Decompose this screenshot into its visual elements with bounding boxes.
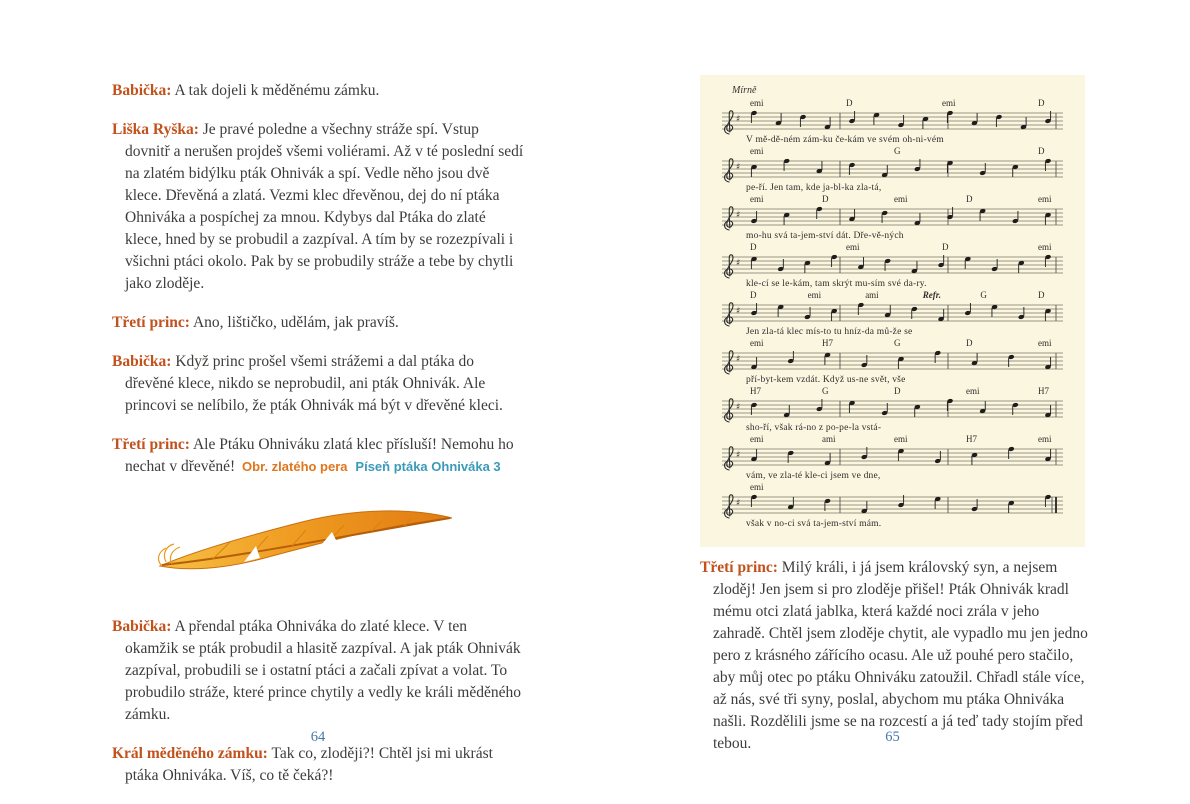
staff-lines-and-notes [720, 493, 1065, 519]
speaker-name: Třetí princ: [112, 436, 190, 453]
staff-system [720, 242, 1073, 290]
chord-label: G [894, 146, 901, 156]
chord-label: ami [822, 434, 836, 444]
speaker-name: Babička: [112, 82, 172, 99]
dialogue-paragraph [112, 434, 524, 478]
sharp-key-signature: ♯ [736, 162, 741, 173]
staff-system [720, 386, 1073, 434]
chord-label: H7 [750, 386, 761, 396]
chord-row [720, 338, 1073, 349]
music-score [700, 75, 1085, 547]
dialogue-text: Když princ prošel všemi strážemi a dal ptáka do dřevěné klece, nikdo se neprobudil, ani pták Ohnivák. Ale princovi se nelíbilo, že pták Ohnivák má být v dřevěné kleci. [125, 353, 503, 414]
chord-label: H7 [966, 434, 977, 444]
sharp-key-signature: ♯ [736, 498, 741, 509]
lyrics-line: pe-ří. Jen tam, kde ja-bl-ka zla-tá, [746, 183, 882, 193]
score-inner [700, 75, 1085, 536]
chord-label: G [980, 290, 987, 300]
sharp-key-signature: ♯ [736, 114, 741, 125]
chord-row [720, 434, 1073, 445]
chord-row [720, 482, 1073, 493]
chord-label: D [966, 194, 973, 204]
chord-row [720, 386, 1073, 397]
chord-label: emi [846, 242, 860, 252]
dialogue-paragraph [112, 312, 524, 334]
staff-lines-and-notes [720, 445, 1065, 471]
chord-label: emi [750, 194, 764, 204]
staff-system [720, 146, 1073, 194]
treble-clef-icon [725, 159, 733, 182]
chord-label: H7 [822, 338, 833, 348]
sharp-key-signature: ♯ [736, 354, 741, 365]
staff-lines-and-notes [720, 301, 1065, 327]
staff-lines-and-notes [720, 205, 1065, 231]
chord-label: D [1038, 98, 1045, 108]
chord-label: emi [750, 146, 764, 156]
feather-svg [152, 496, 462, 584]
staff-system [720, 482, 1073, 530]
treble-clef-icon [725, 351, 733, 374]
chord-row [720, 242, 1073, 253]
chord-label: G [894, 338, 901, 348]
dialogue-paragraph [112, 743, 524, 787]
sharp-key-signature: ♯ [736, 210, 741, 221]
staff-lines-and-notes [720, 109, 1065, 135]
speaker-name: Liška Ryška: [112, 121, 199, 138]
dialogue-paragraph [112, 616, 524, 726]
speaker-name: Babička: [112, 618, 172, 635]
chord-row [720, 146, 1073, 157]
golden-feather-illustration [152, 496, 524, 589]
treble-clef-icon [725, 447, 733, 470]
dialogue-paragraph [112, 351, 524, 417]
chord-label: D [846, 98, 853, 108]
chord-label: emi [894, 434, 908, 444]
song-reference: Píseň ptáka Ohniváka 3 [355, 459, 501, 474]
score-systems [720, 98, 1073, 530]
chord-label: emi [1038, 338, 1052, 348]
treble-clef-icon [725, 111, 733, 134]
chord-label: emi [1038, 242, 1052, 252]
chord-label: emi [750, 338, 764, 348]
chord-label: D [942, 242, 949, 252]
chord-label: D [750, 290, 757, 300]
dialogue-text: Tak co, zloději?! Chtěl jsi mi ukrást ptáka Ohniváka. Víš, co tě čeká?! [125, 745, 493, 784]
lyrics-line: vám, ve zla-té kle-ci jsem ve dne, [746, 471, 881, 481]
chord-label: emi [807, 290, 822, 300]
treble-clef-icon [725, 207, 733, 230]
staff-system [720, 434, 1073, 482]
lyrics-line: sho-ří, však rá-no z po-pe-la vstá- [746, 423, 882, 433]
dialogue-text: Je pravé poledne a všechny stráže spí. Vstup dovnitř a nerušen projdeš všemi voliérami. Až v té poslední sedí na zlatém bidýlku pták Ohnivák a spí. Vedle něho jsou dvě klece. Dřevěná a zlatá. Vezmi klec dřevěnou, dej do ní ptáka Ohniváka a pospíchej za mnou. Kdybys dal Ptáka do zlaté klece, hned by se probudil a zazpíval. A tím by se rozezpívali i všichni ptáci okolo. Pak by se probudily stráže a tebe by chytli jako zloděje. [125, 121, 524, 292]
dialogue-paragraph [112, 119, 524, 295]
lyrics-line: pří-byt-kem vzdát. Když us-ne svět, vše [746, 375, 906, 385]
chord-label: D [966, 338, 973, 348]
dialogue-text: Ale Ptáku Ohniváku zlatá klec přísluší! Nemohu ho nechat v dřevěné! [125, 436, 514, 475]
lyrics-line: mo-hu svá ta-jem-ství dát. Dře-vě-ných [746, 231, 904, 241]
chord-label: G [822, 386, 829, 396]
chord-label: emi [966, 386, 980, 396]
staff-system [720, 338, 1073, 386]
staff-system [720, 194, 1073, 242]
sharp-key-signature: ♯ [736, 450, 741, 461]
speaker-name: Babička: [112, 353, 172, 370]
sharp-key-signature: ♯ [736, 258, 741, 269]
chord-label: D [1038, 146, 1045, 156]
speaker-name: Třetí princ: [700, 559, 778, 576]
chord-label: D [750, 242, 757, 252]
dialogue-text: A tak dojeli k měděnému zámku. [174, 82, 380, 99]
treble-clef-icon [725, 495, 733, 518]
treble-clef-icon [725, 255, 733, 278]
treble-clef-icon [725, 399, 733, 422]
chord-label: emi [894, 194, 908, 204]
staff-lines-and-notes [720, 349, 1065, 375]
staff-system [720, 290, 1073, 338]
speaker-name: Třetí princ: [112, 314, 190, 331]
chord-label: H7 [1038, 386, 1049, 396]
chord-label: D [1038, 290, 1045, 300]
staff-lines-and-notes [720, 397, 1065, 423]
tempo-marking: Mírně [732, 85, 757, 96]
dialogue-text: A přendal ptáka Ohniváka do zlaté klece. V ten okamžik se pták probudil a hlasitě zazpíval. A jak pták Ohnivák zazpíval, probudili se i ostatní ptáci a začali zpívat a volat. To probudilo stráže, které prince chytily a vedly ke králi měděného zámku. [125, 618, 521, 723]
staff-lines-and-notes [720, 157, 1065, 183]
lyrics-line: kle-cí se le-kám, tam skrýt mu-sím své da-ry. [746, 279, 927, 289]
sharp-key-signature: ♯ [736, 402, 741, 413]
staff-lines-and-notes [720, 253, 1065, 279]
chord-label: emi [750, 482, 764, 492]
lyrics-line: Jen zla-tá klec mís-to tu hníz-da mů-že se [746, 327, 913, 337]
chord-label: ami [865, 290, 879, 300]
page-number-left: 64 [310, 729, 326, 745]
page-number-right: 65 [885, 729, 900, 745]
dialogue-paragraph [700, 557, 1090, 755]
chord-label: D [822, 194, 829, 204]
lyrics-line: V mě-dě-ném zám-ku če-kám ve svém oh-ni-vém [746, 135, 944, 145]
chord-label: emi [750, 434, 764, 444]
lyrics-line: však v no-ci svá ta-jem-ství mám. [746, 519, 882, 529]
chord-label: emi [942, 98, 956, 108]
treble-clef-icon [725, 303, 733, 326]
chord-label: emi [1038, 434, 1052, 444]
chord-row [720, 194, 1073, 205]
speaker-name: Král měděného zámku: [112, 745, 268, 762]
chord-label: emi [750, 98, 764, 108]
chord-label: Refr. [922, 290, 942, 300]
chord-label: emi [1038, 194, 1052, 204]
left-page [112, 80, 524, 804]
chord-row [720, 98, 1073, 109]
staff-system [720, 98, 1073, 146]
dialogue-text: Ano, lištičko, udělám, jak pravíš. [192, 314, 399, 331]
dialogue-text: Milý králi, i já jsem královský syn, a nejsem zloděj! Jen jsem si pro zloděje přišel! Pták Ohnivák kradl mému otci zlatá jablka, která každé noci zrála v jeho zahradě. Chtěl jsem zloděje chytit, ale vypadlo mu jen jedno pero z krásného zářícího ocasu. Ale už pouhé pero stačilo, aby můj otec po ptáku Ohniváku zatoužil. Chřadl stále více, až nás, své tři syny, poslal, abychom mu ptáka Ohniváka našli. Rozdělili jsme se na rozcestí a já teď tady stojím před tebou. [713, 559, 1088, 752]
dialogue-paragraph [112, 80, 524, 102]
chord-row [720, 290, 1073, 301]
sharp-key-signature: ♯ [736, 306, 741, 317]
figure-caption: Obr. zlatého pera [242, 459, 348, 474]
chord-label: D [894, 386, 901, 396]
